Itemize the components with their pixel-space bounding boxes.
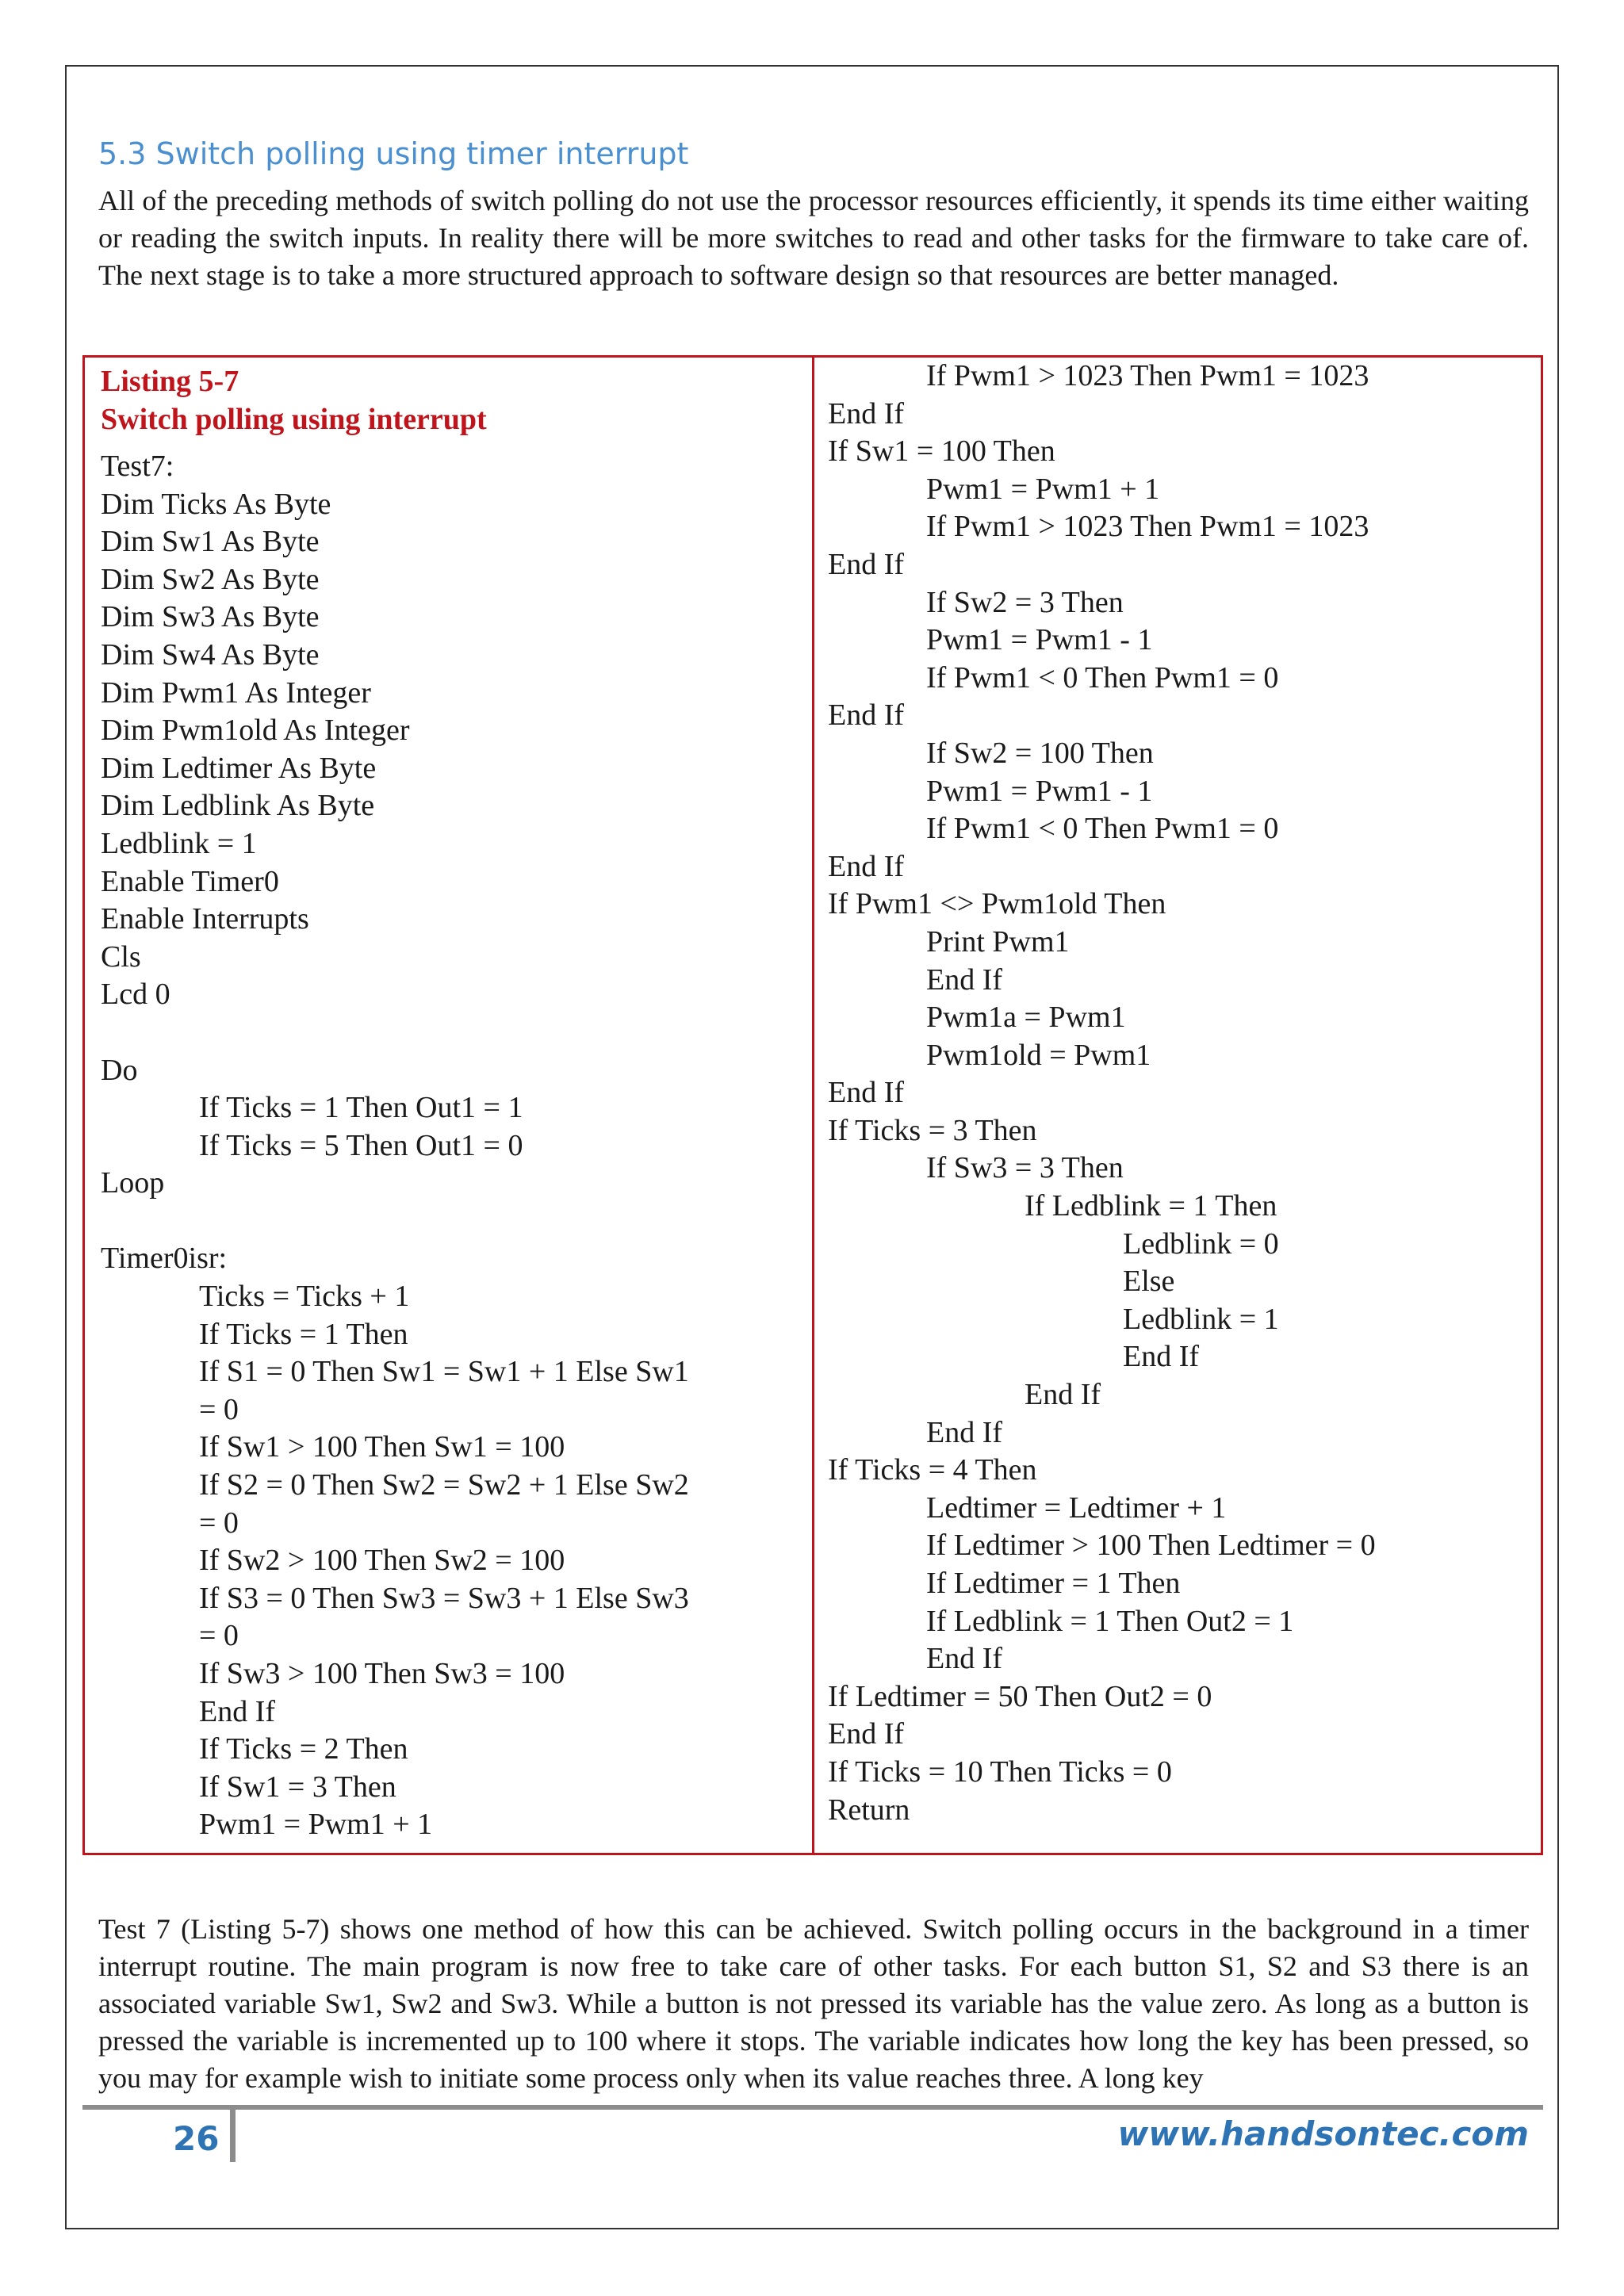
- code-line: If Ledblink = 1 Then: [1025, 1189, 1277, 1223]
- code-line: Enable Timer0: [101, 864, 279, 898]
- code-line: If Ticks = 1 Then Out1 = 1: [199, 1091, 523, 1125]
- code-line: Pwm1old = Pwm1: [926, 1038, 1151, 1072]
- code-line: If Ticks = 10 Then Ticks = 0: [828, 1755, 1172, 1789]
- code-line: If Sw2 = 100 Then: [926, 736, 1154, 770]
- code-line: Dim Pwm1 As Integer: [101, 675, 371, 710]
- code-line: If Sw1 = 3 Then: [199, 1770, 396, 1804]
- code-line: = 0: [199, 1506, 239, 1540]
- code-line: If Ticks = 3 Then: [828, 1113, 1037, 1147]
- code-line: End If: [926, 1642, 1003, 1676]
- code-line: Dim Sw4 As Byte: [101, 637, 320, 672]
- code-line: End If: [828, 849, 905, 883]
- code-line: Return: [828, 1793, 910, 1827]
- code-line: [101, 1203, 812, 1241]
- code-line: End If: [1025, 1378, 1101, 1412]
- code-line: If Sw1 = 100 Then: [828, 434, 1055, 469]
- code-line: Pwm1 = Pwm1 - 1: [926, 623, 1153, 657]
- code-line: Ledblink = 1: [101, 826, 257, 860]
- code-line: If Ticks = 1 Then: [199, 1317, 408, 1351]
- code-line: = 0: [199, 1619, 239, 1653]
- code-line: Do: [101, 1053, 138, 1087]
- code-line: If Ticks = 4 Then: [828, 1453, 1037, 1487]
- code-line: Else: [1123, 1265, 1175, 1299]
- code-line: End If: [199, 1694, 276, 1728]
- code-line: Enable Interrupts: [101, 902, 309, 936]
- listing-right-column: [814, 358, 1541, 1853]
- code-line: End If: [828, 396, 905, 430]
- code-line: End If: [926, 962, 1003, 997]
- code-line: If Pwm1 > 1023 Then Pwm1 = 1023: [926, 359, 1369, 392]
- code-line: End If: [1123, 1340, 1200, 1374]
- code-line: If Ledtimer = 50 Then Out2 = 0: [828, 1679, 1212, 1713]
- code-line: If Ticks = 5 Then Out1 = 0: [199, 1128, 523, 1162]
- section-title: 5.3 Switch polling using timer interrupt: [98, 136, 689, 171]
- code-line: If Pwm1 > 1023 Then Pwm1 = 1023: [926, 510, 1369, 544]
- code-line: Dim Ledtimer As Byte: [101, 751, 377, 785]
- code-line: Dim Ledblink As Byte: [101, 789, 375, 823]
- code-line: Dim Sw2 As Byte: [101, 562, 320, 596]
- code-line: If Pwm1 < 0 Then Pwm1 = 0: [926, 812, 1279, 846]
- body-paragraph: Test 7 (Listing 5-7) shows one method of how this can be achieved. Switch polling occurs in the background in a timer interrupt routine. The main program is now free to take care of other tasks. For each button S1, S2 and S3 there is an associated variable Sw1, Sw2 and Sw3. While a button is not pressed its variable has the value zero. As long as a button is pressed the variable is incremented up to 100 where it stops. The variable indicates how long the key has been pressed, so you may for example wish to initiate some process only when its value reaches three. A long key: [98, 1913, 1529, 2094]
- code-line: End If: [828, 1717, 905, 1751]
- code-line: If Pwm1 <> Pwm1old Then: [828, 887, 1166, 921]
- code-line: Cls: [101, 939, 141, 974]
- code-line: Pwm1 = Pwm1 - 1: [926, 774, 1153, 808]
- listing-label: Listing 5-7: [101, 365, 239, 398]
- listing-left-column: [85, 358, 814, 1853]
- code-line: Dim Pwm1old As Integer: [101, 714, 410, 748]
- code-line: = 0: [199, 1392, 239, 1426]
- code-line: Ledblink = 1: [1123, 1302, 1279, 1336]
- code-line: Print Pwm1: [926, 924, 1070, 959]
- code-line: If S3 = 0 Then Sw3 = Sw3 + 1 Else Sw3: [199, 1581, 689, 1615]
- code-line: Dim Sw1 As Byte: [101, 525, 320, 559]
- code-line: Ticks = Ticks + 1: [199, 1280, 410, 1314]
- code-line: Timer0isr:: [101, 1242, 228, 1276]
- code-line: Pwm1 = Pwm1 + 1: [199, 1808, 433, 1842]
- code-line: If Pwm1 < 0 Then Pwm1 = 0: [926, 660, 1279, 695]
- code-line: If Ticks = 2 Then: [199, 1732, 408, 1766]
- code-block-left: [101, 448, 812, 1844]
- code-line: If Sw3 = 3 Then: [926, 1151, 1124, 1185]
- code-line: Dim Sw3 As Byte: [101, 600, 320, 634]
- code-line: Pwm1 = Pwm1 + 1: [926, 472, 1160, 506]
- listing-box: [82, 355, 1543, 1855]
- code-line: If Sw2 > 100 Then Sw2 = 100: [199, 1544, 565, 1578]
- code-line: Ledblink = 0: [1123, 1226, 1279, 1261]
- code-line: If Sw3 > 100 Then Sw3 = 100: [199, 1657, 565, 1690]
- code-line: End If: [828, 547, 905, 581]
- code-line: Lcd 0: [101, 978, 170, 1012]
- code-line: Dim Ticks As Byte: [101, 487, 331, 521]
- website-link[interactable]: www.handsontec.com: [1117, 2114, 1529, 2153]
- code-line: If Ledtimer = 1 Then: [926, 1567, 1181, 1600]
- code-line: If Ledtimer > 100 Then Ledtimer = 0: [926, 1529, 1376, 1563]
- code-line: If S2 = 0 Then Sw2 = Sw2 + 1 Else Sw2: [199, 1468, 689, 1502]
- code-line: If Sw1 > 100 Then Sw1 = 100: [199, 1430, 565, 1464]
- code-line: Loop: [101, 1166, 165, 1200]
- code-line: Ledtimer = Ledtimer + 1: [926, 1490, 1227, 1525]
- footer-rule: [82, 2105, 1543, 2110]
- code-line: Pwm1a = Pwm1: [926, 1001, 1126, 1035]
- intro-paragraph: All of the preceding methods of switch polling do not use the processor resources efficiently, it spends its time either waiting or reading the switch inputs. In reality there will be more switches to read and other tasks for the firmware to take care of. The next stage is to take a more structured approach to software design so that resources are better managed.: [98, 185, 1529, 291]
- code-line: End If: [926, 1415, 1003, 1449]
- code-line: If Sw2 = 3 Then: [926, 585, 1124, 619]
- code-line: [101, 1014, 812, 1052]
- code-block-right: [828, 358, 1541, 1829]
- page-number-divider: [230, 2110, 236, 2162]
- listing-caption: Switch polling using interrupt: [101, 403, 487, 436]
- code-line: If S1 = 0 Then Sw1 = Sw1 + 1 Else Sw1: [199, 1355, 689, 1389]
- code-line: If Ledblink = 1 Then Out2 = 1: [926, 1604, 1294, 1638]
- code-line: End If: [828, 1076, 905, 1110]
- page-number: 26: [173, 2119, 220, 2158]
- code-line: End If: [828, 698, 905, 733]
- code-line: Test7:: [101, 450, 174, 483]
